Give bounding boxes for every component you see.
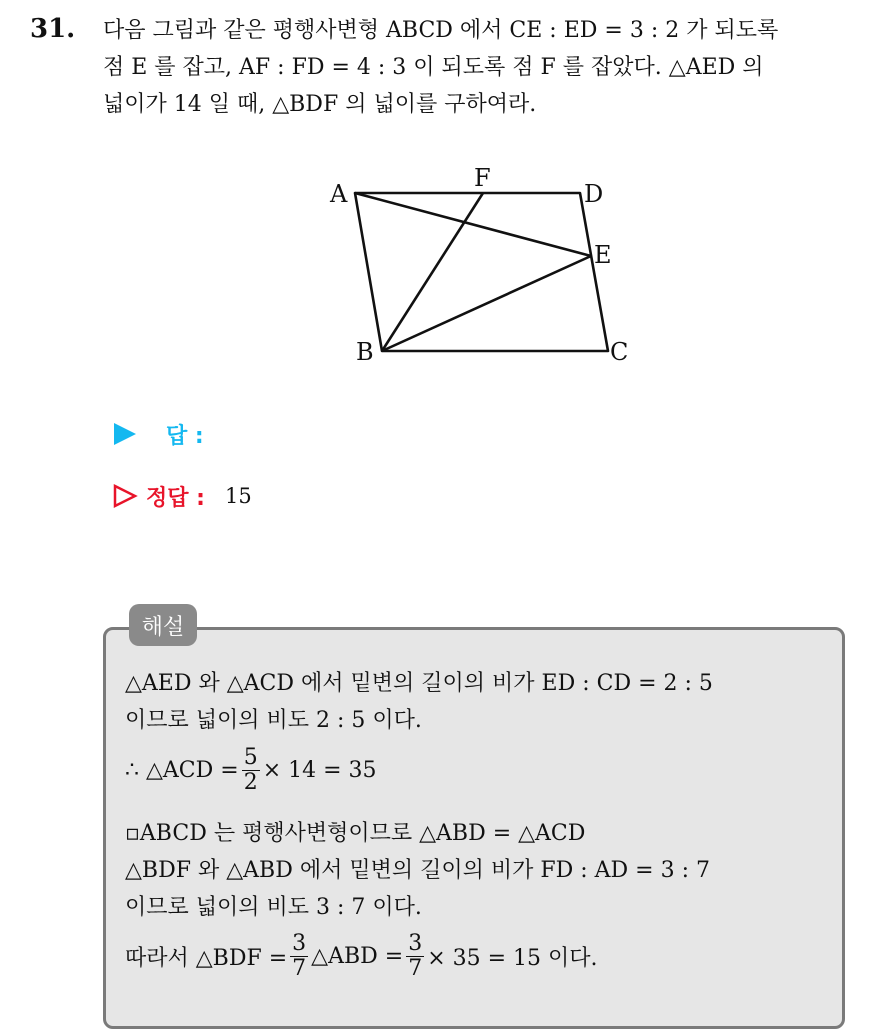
solution-line-2: 이므로 넓이의 비도 2 : 5 이다. — [125, 708, 422, 733]
label-e: E — [594, 241, 612, 269]
parallelogram-figure — [320, 160, 650, 380]
fraction-denominator: 2 — [243, 770, 258, 795]
fraction-5-over-2 — [242, 746, 260, 795]
label-b: B — [356, 338, 374, 366]
solution-line-7 — [125, 932, 598, 981]
fraction-numerator: 3 — [292, 931, 307, 956]
fraction-numerator: 5 — [243, 745, 258, 770]
solution-tag: 해설 — [129, 604, 197, 646]
correct-answer-label: 정답 : — [146, 485, 205, 511]
outline-triangle-icon — [112, 483, 138, 509]
solution-line-6: 이므로 넓이의 비도 3 : 7 이다. — [125, 895, 422, 920]
question-number: 31. — [30, 14, 76, 44]
fraction-denominator: 7 — [408, 956, 423, 981]
question-text — [103, 12, 873, 123]
solution-line-1: △AED 와 △ACD 에서 밑변의 길이의 비가 ED : CD = 2 : 5 — [125, 671, 713, 696]
solution-line-3 — [125, 746, 377, 795]
correct-answer-row — [112, 478, 252, 514]
label-c: C — [610, 338, 629, 366]
fraction-3-over-7-a — [290, 932, 308, 981]
label-f: F — [474, 164, 491, 192]
correct-answer-value: 15 — [224, 484, 252, 508]
solution-line-7-suffix: × 35 = 15 이다. — [427, 946, 598, 971]
solution-line-4: ▫ABCD 는 평행사변형이므로 △ABD = △ACD — [125, 821, 586, 846]
solution-line-3-suffix: × 14 = 35 — [262, 758, 377, 783]
answer-row — [112, 416, 204, 452]
segment-ae — [355, 193, 591, 256]
label-a: A — [330, 180, 348, 208]
label-d: D — [584, 180, 604, 208]
solution-line-7-middle: △ABD = — [311, 944, 404, 969]
play-triangle-icon — [112, 421, 138, 447]
solution-line-3-prefix: ∴ △ACD = — [125, 758, 239, 783]
question-line-3: 넓이가 14 일 때, △BDF 의 넓이를 구하여라. — [103, 92, 537, 117]
fraction-3-over-7-b — [406, 932, 424, 981]
solution-line-7-prefix: 따라서 △BDF = — [125, 946, 288, 971]
answer-label: 답 : — [166, 423, 204, 449]
question-line-2: 점 E 를 잡고, AF : FD = 4 : 3 이 되도록 점 F 를 잡았다. △AED 의 — [103, 55, 764, 80]
solution-line-5: △BDF 와 △ABD 에서 밑변의 길이의 비가 FD : AD = 3 : 7 — [125, 858, 710, 883]
fraction-numerator: 3 — [408, 931, 423, 956]
fraction-denominator: 7 — [292, 956, 307, 981]
question-line-1: 다음 그림과 같은 평행사변형 ABCD 에서 CE : ED = 3 : 2 가 되도록 — [103, 18, 779, 43]
parallelogram-abcd — [355, 193, 608, 351]
